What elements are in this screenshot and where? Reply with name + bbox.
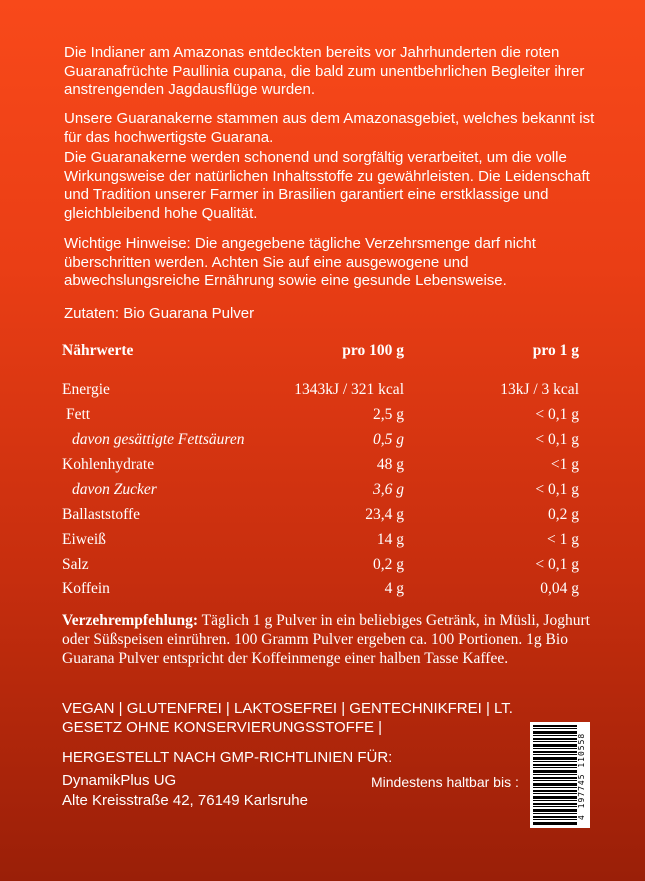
nutrition-name: Ballaststoffe (62, 506, 141, 523)
intro-paragraph-origin: Unsere Guaranakerne stammen aus dem Amazonasgebiet, welches bekannt ist für das hochwertigste Guarana. (64, 110, 595, 146)
nutrition-name: Fett (66, 406, 91, 423)
nutrition-per100: 0,5 g (373, 431, 404, 448)
nutrition-row-eiweiss (62, 531, 587, 553)
manufacturer-name: DynamikPlus UG (62, 772, 177, 789)
nutrition-row-gesaettigte-fettsaeuren (62, 431, 587, 453)
product-claims: VEGAN | GLUTENFREI | LAKTOSEFREI | GENTECHNIKFREI | LT. GESETZ OHNE KONSERVIERUNGSSTOFFE | (62, 700, 513, 736)
nutrition-row-zucker (62, 481, 587, 503)
nutrition-per1: < 0,1 g (535, 556, 579, 573)
nutrition-per100: 0,2 g (373, 556, 404, 573)
nutrition-name: davon Zucker (72, 481, 157, 498)
nutrition-name: Salz (62, 556, 89, 573)
nutrition-per100: 3,6 g (373, 481, 404, 498)
nutrition-row-fett (62, 406, 587, 428)
intro-paragraph-processing: Die Guaranakerne werden schonend und sorgfältig verarbeitet, um die volle Wirkungsweise der natürlichen Inhaltsstoffe zu gewährleisten. Die Leidenschaft und Tradition unserer Farmer in Brasilien garantiert eine erstklassige und gleichbleibend hohe Qualität. (64, 149, 590, 222)
important-notice: Wichtige Hinweise: Die angegebene tägliche Verzehrsmenge darf nicht überschritten werden. Achten Sie auf eine ausgewogene und abwechslungsreiche Ernährung sowie eine gesunde Lebensweise. (64, 235, 536, 289)
nutrition-row-koffein (62, 580, 587, 602)
barcode-bars (533, 725, 577, 825)
nutrition-per100: 14 g (376, 531, 404, 548)
nutrition-row-kohlenhydrate (62, 456, 587, 478)
nutrition-per1: < 0,1 g (535, 406, 579, 423)
nutrition-per1: < 1 g (547, 531, 579, 548)
usage-recommendation-label: Verzehrempfehlung: (62, 612, 199, 629)
nutrition-per1: 13kJ / 3 kcal (500, 381, 579, 398)
nutrition-name: davon gesättigte Fettsäuren (72, 431, 245, 448)
usage-recommendation-text: Täglich 1 g Pulver in ein beliebiges Getränk, in Müsli, Joghurt oder Süßspeisen einrühren. 100 Gramm Pulver ergeben ca. 100 Portionen. 1g Bio Guarana Pulver entspricht der Koffeinmenge einer halben Tasse Kaffee. (62, 612, 590, 667)
nutrition-per1: 0,04 g (540, 580, 579, 597)
nutrition-header-per100: pro 100 g (342, 342, 404, 359)
nutrition-per1: 0,2 g (548, 506, 579, 523)
nutrition-header-row (62, 342, 587, 364)
nutrition-name: Koffein (62, 580, 110, 597)
nutrition-per100: 1343kJ / 321 kcal (294, 381, 404, 398)
ingredients: Zutaten: Bio Guarana Pulver (64, 305, 255, 322)
nutrition-per100: 48 g (376, 456, 404, 473)
nutrition-row-ballaststoffe (62, 506, 587, 528)
nutrition-header-label: Nährwerte (62, 342, 134, 359)
best-before-label: Mindestens haltbar bis : (371, 774, 519, 790)
nutrition-per1: < 0,1 g (535, 481, 579, 498)
nutrition-per100: 23,4 g (365, 506, 404, 523)
manufacturer-address: Alte Kreisstraße 42, 76149 Karlsruhe (62, 792, 308, 809)
nutrition-header-per1: pro 1 g (532, 342, 579, 359)
nutrition-row-salz (62, 556, 587, 578)
nutrition-per100: 2,5 g (373, 406, 404, 423)
manufacturer-line1: HERGESTELLT NACH GMP-RICHTLINIEN FÜR: (62, 749, 393, 766)
barcode-digits: 4 197745 110558 (577, 732, 586, 820)
nutrition-name: Energie (62, 381, 110, 398)
nutrition-row-energie (62, 381, 587, 403)
nutrition-per100: 4 g (384, 580, 404, 597)
nutrition-per1: < 0,1 g (535, 431, 579, 448)
nutrition-name: Eiweiß (62, 531, 106, 548)
intro-paragraph-history: Die Indianer am Amazonas entdeckten bereits vor Jahrhunderten die roten Guaranafrüchte Paullinia cupana, die bald zum unentbehrlichen Begleiter ihrer anstrengenden Jagdausflüge wurden. (64, 44, 585, 98)
nutrition-name: Kohlenhydrate (62, 456, 155, 473)
usage-recommendation (62, 611, 592, 668)
barcode (530, 722, 590, 828)
nutrition-per1: <1 g (550, 456, 579, 473)
